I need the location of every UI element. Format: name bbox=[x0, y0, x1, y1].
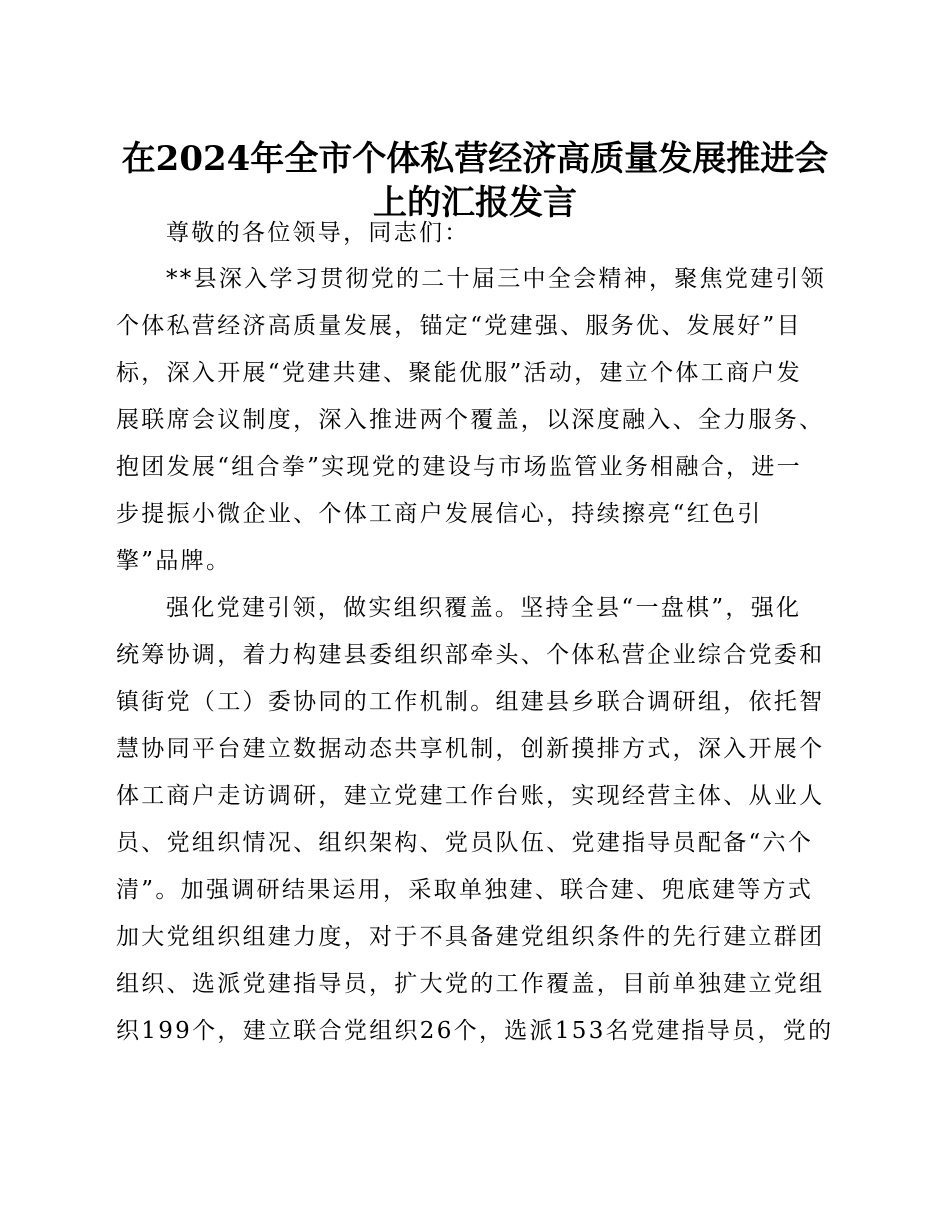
paragraph-2-line: 镇街党（工）委协同的工作机制。组建县乡联合调研组，依托智 bbox=[116, 689, 825, 715]
paragraph-2-line: 加大党组织组建力度，对于不具备建党组织条件的先行建立群团 bbox=[116, 924, 825, 950]
paragraph-1-line: 个体私营经济高质量发展，锚定“党建强、服务优、发展好”目 bbox=[116, 313, 802, 339]
paragraph-1-line: 步提振小微企业、个体工商户发展信心，持续擦亮“红色引 bbox=[116, 501, 763, 527]
paragraph-1-line: **县深入学习贯彻党的二十届三中全会精神，聚焦党建引领 bbox=[166, 266, 827, 292]
paragraph-2-line: 组织、选派党建指导员，扩大党的工作覆盖，目前单独建立党组 bbox=[116, 971, 825, 997]
paragraph-2-line: 统筹协调，着力构建县委组织部牵头、个体私营企业综合党委和 bbox=[116, 642, 825, 668]
paragraph-2-line: 清”。加强调研结果运用，采取单独建、联合建、兜底建等方式 bbox=[116, 877, 814, 903]
paragraph-1-line: 标，深入开展“党建共建、聚能优服”活动，建立个体工商户发 bbox=[116, 360, 802, 386]
document-title-line-2: 上的汇报发言 bbox=[373, 183, 577, 223]
paragraph-1-line: 展联席会议制度，深入推进两个覆盖，以深度融入、全力服务、 bbox=[116, 407, 825, 433]
paragraph-2-line: 强化党建引领，做实组织覆盖。坚持全县“一盘棋”，强化 bbox=[166, 595, 802, 621]
paragraph-2-line: 员、党组织情况、组织架构、党员队伍、党建指导员配备“六个 bbox=[116, 830, 814, 856]
paragraph-2-line: 体工商户走访调研，建立党建工作台账，实现经营主体、从业人 bbox=[116, 783, 825, 809]
document-title-line-1: 在2024年全市个体私营经济高质量发展推进会 bbox=[121, 139, 829, 179]
paragraph-1-line: 抱团发展“组合拳”实现党的建设与市场监管业务相融合，进一 bbox=[116, 454, 802, 480]
paragraph-2-line: 织199个，建立联合党组织26个，选派153名党建指导员，党的 bbox=[116, 1018, 834, 1044]
salutation: 尊敬的各位领导，同志们： bbox=[166, 220, 470, 246]
paragraph-1-line: 擎”品牌。 bbox=[116, 548, 232, 574]
paragraph-2-line: 慧协同平台建立数据动态共享机制，创新摸排方式，深入开展个 bbox=[116, 736, 825, 762]
